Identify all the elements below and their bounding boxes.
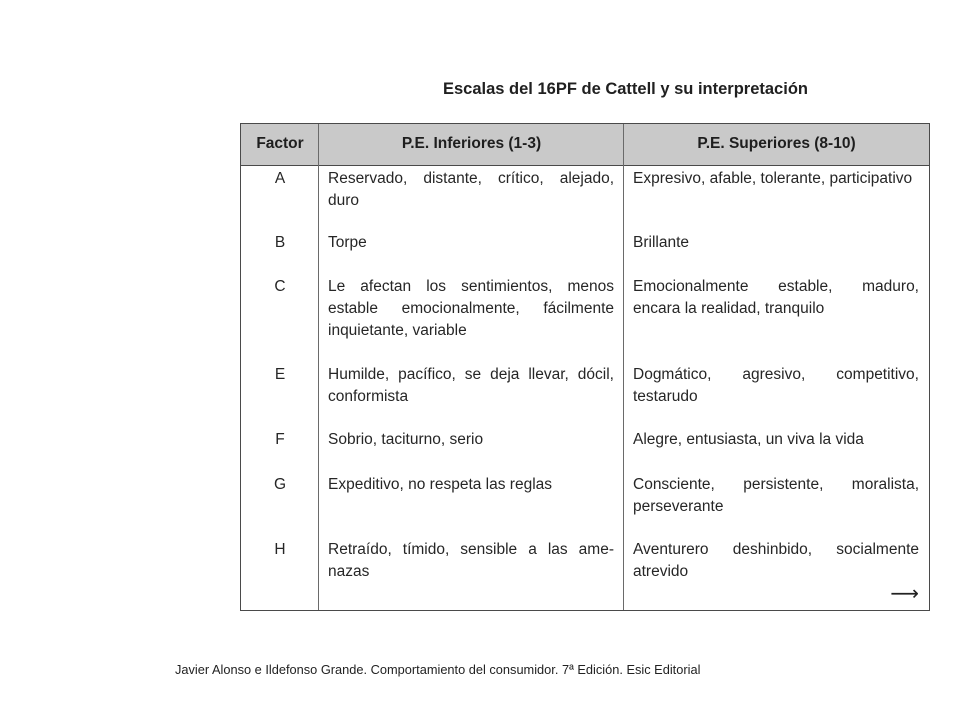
superiores-cell: Aventurero deshinbido, socialmente atrevido [633,541,919,580]
inferiores-cell: Torpe [328,234,367,251]
superiores-cell: Emocionalmente estable, maduro, encara la realidad, tranquilo [633,278,919,317]
header-factor: Factor [256,135,304,152]
column-divider [623,124,624,610]
header-inferiores: P.E. Inferiores (1-3) [401,135,542,152]
inferiores-cell: Expeditivo, no respeta las reglas [328,476,553,493]
inferiores-cell: Reservado, distante, crítico, alejado, duro [328,170,614,209]
factor-cell: A [274,170,286,187]
inferiores-cell: Sobrio, taciturno, serio [328,431,484,448]
source-citation: Javier Alonso e Ildefonso Grande. Comportamiento del consumidor. 7ª Edición. Esic Editorial [175,662,701,677]
factor-cell: G [273,476,287,493]
superiores-cell: Expresivo, afable, tolerante, participativo [633,170,913,187]
factor-cell: C [274,278,286,295]
factor-cell: F [275,431,285,448]
superiores-cell: Brillante [633,234,689,251]
table-title: Escalas del 16PF de Cattell y su interpretación [443,80,808,98]
factor-cell: E [274,366,286,383]
cattell-16pf-table [240,123,930,611]
factor-cell: H [274,541,286,558]
superiores-cell: Alegre, entusiasta, un viva la vida [633,431,864,448]
superiores-cell: Dogmático, agresivo, competitivo, testarudo [633,366,919,405]
inferiores-cell: Retraído, tímido, sensible a las amenazas [328,541,614,580]
header-superiores: P.E. Superiores (8-10) [697,135,856,152]
continue-arrow-icon: ⟶ [890,583,919,605]
superiores-cell: Consciente, persistente, moralista, perseverante [633,476,919,515]
inferiores-cell: Le afectan los sentimientos, menos estable emocionalmente, fácilmente inquietante, variable [328,278,614,339]
table-header [241,124,929,166]
factor-cell: B [274,234,286,251]
inferiores-cell: Humilde, pacífico, se deja llevar, dócil, conformista [328,366,614,405]
